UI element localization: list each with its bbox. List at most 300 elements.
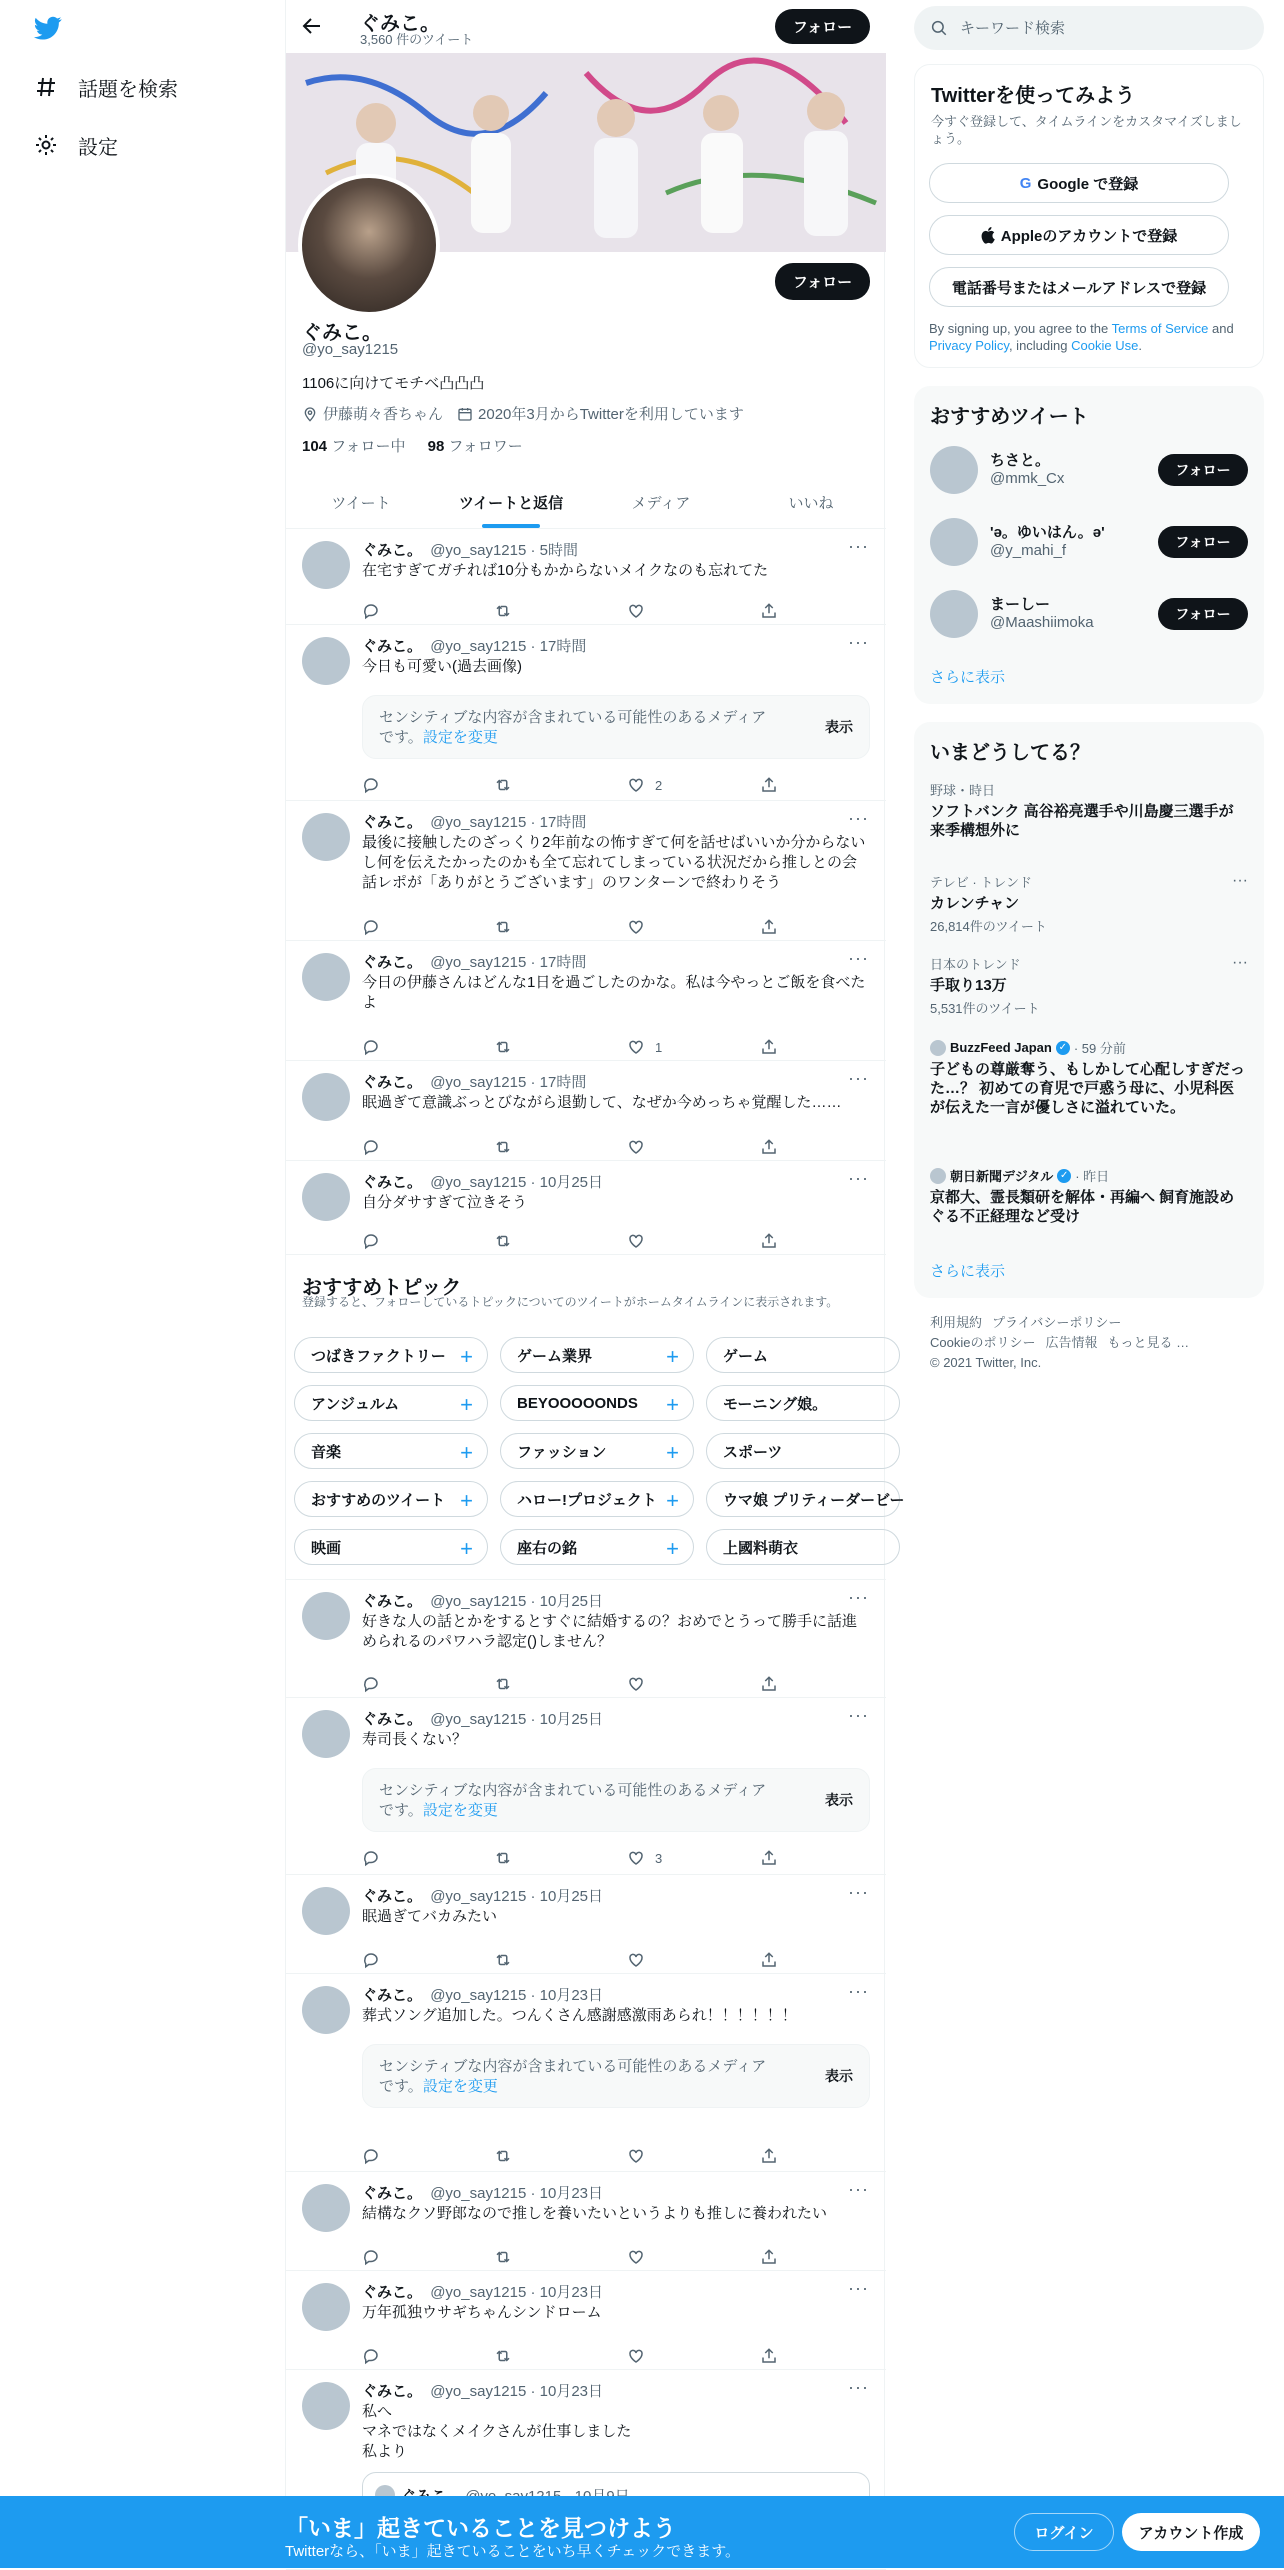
topic-chip[interactable] <box>500 1433 694 1469</box>
tweet-author-name[interactable]: ぐみこ。 <box>362 1888 423 1905</box>
avatar[interactable] <box>930 446 978 494</box>
change-settings-link[interactable]: 設定を変更 <box>422 1802 498 1819</box>
following-label: フォロー中 <box>331 438 406 455</box>
tweet[interactable] <box>286 941 886 1061</box>
share-icon <box>760 1138 778 1156</box>
like-count: 1 <box>655 1039 663 1055</box>
tweet[interactable] <box>286 2271 886 2370</box>
like-button[interactable] <box>627 2346 655 2366</box>
show-media-button[interactable]: 表示 <box>825 2068 853 2084</box>
news-item[interactable] <box>930 1038 1248 1117</box>
tweet-avatar[interactable] <box>302 2283 350 2331</box>
tweet-author-name[interactable]: ぐみこ。 <box>362 1987 423 2004</box>
google-signup-button[interactable] <box>929 163 1229 203</box>
sensitive-media-warning <box>362 1768 870 1832</box>
tweet-text: 今日の伊藤さんはどんな1日を過ごしたのかな。私は今やっとご飯を食べたよ <box>362 974 866 1011</box>
suggested-user[interactable] <box>930 514 1248 570</box>
reply-button[interactable] <box>362 917 380 937</box>
terms-link[interactable]: Terms of Service <box>1111 321 1209 336</box>
trend-title: カレンチャン <box>930 895 1020 912</box>
retweet-button[interactable] <box>494 601 512 621</box>
nav-settings[interactable] <box>34 125 118 165</box>
like-button[interactable] <box>627 1674 655 1694</box>
plus-icon: + <box>460 1536 473 1561</box>
trend-item[interactable] <box>930 872 1248 935</box>
footer-terms[interactable]: 利用規約 <box>930 1315 983 1330</box>
retweet-button[interactable] <box>494 917 512 937</box>
sensitive-media-message: センシティブな内容が含まれている可能性のあるメディアです。 <box>379 1782 767 1819</box>
heart-icon <box>627 1138 645 1156</box>
share-button[interactable] <box>760 2346 778 2366</box>
reply-button[interactable] <box>362 775 380 795</box>
like-button[interactable] <box>627 917 655 937</box>
tweet[interactable] <box>286 1580 886 1698</box>
trend-item[interactable] <box>930 780 1248 843</box>
phone-signup-button[interactable]: 電話番号またはメールアドレスで登録 <box>929 267 1229 307</box>
reply-icon <box>362 1038 380 1056</box>
tweet-text: 自分ダサすぎて泣きそう <box>362 1194 528 1211</box>
more-options-icon[interactable]: ··· <box>848 1168 869 1188</box>
topic-chip[interactable] <box>294 1385 488 1421</box>
tweet-avatar[interactable] <box>302 813 350 861</box>
tweet-actions <box>362 1848 802 1868</box>
calendar-icon <box>457 406 473 422</box>
tweet-text: 眠過ぎてバカみたい <box>362 1908 498 1925</box>
hashtag-icon <box>34 75 58 99</box>
tweet-header <box>362 951 586 972</box>
sensitive-media-text <box>379 1781 779 1821</box>
tweet-avatar[interactable] <box>302 1173 350 1221</box>
footer-ads[interactable]: 広告情報 <box>1045 1335 1098 1350</box>
retweet-icon <box>494 776 512 794</box>
topic-chip-label: 音楽 <box>311 1443 342 1461</box>
topic-chip[interactable] <box>706 1481 905 1517</box>
retweet-icon <box>494 2347 512 2365</box>
signup-button[interactable]: アカウント作成 <box>1122 2513 1260 2551</box>
reply-button[interactable] <box>362 2146 380 2166</box>
retweet-icon <box>494 1849 512 1867</box>
trend-title: 手取り13万 <box>930 977 1007 994</box>
profile-topbar <box>286 0 886 53</box>
reply-button[interactable] <box>362 1037 380 1057</box>
profile-bio: 1106に向けてモチベ凸凸凸 <box>302 375 485 392</box>
retweet-button[interactable] <box>494 1950 512 1970</box>
bottom-signup-bar <box>0 2496 1284 2568</box>
more-options-icon[interactable]: ··· <box>848 1705 869 1725</box>
footer-copyright: © 2021 Twitter, Inc. <box>930 1355 1042 1370</box>
tweet[interactable] <box>286 529 886 625</box>
share-button[interactable] <box>760 1231 778 1251</box>
tweet-author-name[interactable]: ぐみこ。 <box>362 638 423 655</box>
topbar-follow-button[interactable]: フォロー <box>775 9 870 44</box>
share-button[interactable] <box>760 775 778 795</box>
retweet-button[interactable] <box>494 2346 512 2366</box>
topic-chip-label: つばきファクトリー <box>311 1347 446 1365</box>
suggested-user[interactable] <box>930 442 1248 498</box>
tweet-author-name[interactable]: ぐみこ。 <box>362 2383 423 2400</box>
terms-end: . <box>1138 338 1142 353</box>
like-button[interactable] <box>627 601 655 621</box>
follow-button[interactable]: フォロー <box>1158 598 1248 630</box>
tweet[interactable] <box>286 2172 886 2271</box>
plus-icon: + <box>460 1344 473 1369</box>
like-button[interactable] <box>627 1037 662 1057</box>
tweet-avatar[interactable] <box>302 1710 350 1758</box>
topic-chip-label: 座右の銘 <box>517 1539 578 1557</box>
nav-explore-label: 話題を検索 <box>78 78 178 101</box>
plus-icon: + <box>460 1392 473 1417</box>
tweet-header <box>362 2380 603 2401</box>
change-settings-link[interactable]: 設定を変更 <box>422 2078 498 2095</box>
like-button[interactable] <box>627 1848 662 1868</box>
retweet-icon <box>494 1232 512 1250</box>
topic-chip[interactable] <box>294 1481 488 1517</box>
tweet-avatar[interactable] <box>302 1986 350 2034</box>
more-options-icon[interactable]: ··· <box>848 1587 869 1607</box>
tweet[interactable] <box>286 1061 886 1161</box>
topic-chip-label: BEYOOOOONDS <box>517 1394 638 1412</box>
topic-chip[interactable] <box>706 1385 900 1421</box>
terms-including: , including <box>1008 338 1072 353</box>
tweet-header <box>362 2281 603 2302</box>
tweet-header <box>362 811 586 832</box>
trends-card <box>914 722 1264 1298</box>
tweet[interactable] <box>286 1698 886 1875</box>
news-source <box>930 1038 1248 1057</box>
twitter-logo-icon[interactable] <box>32 14 64 42</box>
reply-button[interactable] <box>362 1674 380 1694</box>
tweet-avatar[interactable] <box>302 953 350 1001</box>
suggested-user[interactable] <box>930 586 1248 642</box>
tweet-meta: @yo_say1215 · 10月25日 <box>430 1593 604 1610</box>
profile-follow-button[interactable]: フォロー <box>775 263 870 300</box>
tweet-author-name[interactable]: ぐみこ。 <box>362 814 423 831</box>
heart-icon <box>627 1849 645 1867</box>
plus-icon: + <box>460 1440 473 1465</box>
retweet-button[interactable] <box>494 1848 512 1868</box>
plus-icon: + <box>666 1440 679 1465</box>
more-options-icon[interactable]: ··· <box>848 2377 869 2397</box>
tweet-header <box>362 635 586 656</box>
tweet-header <box>362 1590 603 1611</box>
terms-pre: By signing up, you agree to the <box>929 321 1112 336</box>
reply-button[interactable] <box>362 1137 380 1157</box>
retweet-button[interactable] <box>494 2146 512 2166</box>
topic-chip[interactable] <box>706 1337 900 1373</box>
tweet-meta: @yo_say1215 · 17時間 <box>430 638 587 655</box>
reply-button[interactable] <box>362 1231 380 1251</box>
topic-chip-label: ウマ娘 プリティーダービー <box>723 1491 905 1509</box>
google-signup-label: Google で登録 <box>1037 175 1139 193</box>
tab-media[interactable]: メディア <box>631 494 691 512</box>
avatar[interactable] <box>930 518 978 566</box>
reply-icon <box>362 776 380 794</box>
tweet-text: 今日も可愛い(過去画像) <box>362 658 522 675</box>
more-options-icon[interactable]: ··· <box>848 948 869 968</box>
follow-button[interactable]: フォロー <box>1158 526 1248 558</box>
share-button[interactable] <box>760 601 778 621</box>
tweet-meta: @yo_say1215 · 10月25日 <box>430 1888 604 1905</box>
tab-tweets[interactable]: ツイート <box>331 494 391 512</box>
gear-icon <box>34 133 58 157</box>
profile-tabs <box>286 476 886 529</box>
avatar[interactable] <box>930 590 978 638</box>
who-to-follow-more[interactable]: さらに表示 <box>930 669 1006 686</box>
like-button[interactable] <box>627 2247 655 2267</box>
sensitive-media-text <box>379 2057 779 2097</box>
tab-likes[interactable]: いいね <box>788 494 834 512</box>
tweet-author-name[interactable]: ぐみこ。 <box>362 1593 423 1610</box>
who-to-follow-card <box>914 386 1264 704</box>
signup-title: Twitterを使ってみよう <box>931 85 1136 107</box>
tweet-meta: @yo_say1215 · 10月23日 <box>430 2284 604 2301</box>
search-input[interactable] <box>960 16 1240 40</box>
topic-chip-label: スポーツ <box>723 1443 783 1461</box>
suggested-user-handle: @mmk_Cx <box>990 470 1065 487</box>
reply-button[interactable] <box>362 2346 380 2366</box>
retweet-button[interactable] <box>494 1037 512 1057</box>
profile-stats <box>302 435 523 456</box>
heart-icon <box>627 1675 645 1693</box>
share-icon <box>760 1675 778 1693</box>
tweet-author-name[interactable]: ぐみこ。 <box>362 1711 423 1728</box>
profile-meta <box>302 403 744 424</box>
tweet[interactable] <box>286 1875 886 1974</box>
tweet[interactable] <box>286 1974 886 2172</box>
more-options-icon[interactable]: ··· <box>848 808 869 828</box>
followers-count: 98 <box>427 438 445 455</box>
retweet-button[interactable] <box>494 1231 512 1251</box>
profile-avatar[interactable] <box>298 174 440 316</box>
tweet-avatar[interactable] <box>302 1887 350 1935</box>
reply-icon <box>362 2248 380 2266</box>
share-button[interactable] <box>760 1137 778 1157</box>
news-title: 京都大、霊長類研を解体・再編へ 飼育施設めぐる不正経理など受け <box>930 1189 1235 1225</box>
more-options-icon[interactable]: ··· <box>848 1882 869 1902</box>
like-button[interactable] <box>627 1950 655 1970</box>
share-button[interactable] <box>760 1950 778 1970</box>
retweet-icon <box>494 918 512 936</box>
share-icon <box>760 2147 778 2165</box>
main-column <box>285 0 905 2568</box>
topic-chip[interactable] <box>294 1529 488 1565</box>
more-options-icon[interactable]: ··· <box>848 1981 869 2001</box>
share-icon <box>760 1951 778 1969</box>
reply-button[interactable] <box>362 2247 380 2267</box>
retweet-button[interactable] <box>494 1137 512 1157</box>
following-link[interactable] <box>302 438 405 455</box>
tab-tweets-replies[interactable]: ツイートと返信 <box>436 476 586 528</box>
reply-icon <box>362 2147 380 2165</box>
retweet-button[interactable] <box>494 775 512 795</box>
more-options-icon[interactable]: ··· <box>848 2278 869 2298</box>
heart-icon <box>627 1038 645 1056</box>
tweet-actions <box>362 601 802 621</box>
reply-icon <box>362 1675 380 1693</box>
tweet-meta: @yo_say1215 · 10月25日 <box>430 1174 604 1191</box>
news-title: 子どもの尊厳奪う、もしかして心配しすぎだった…？ 初めての育児で戸惑う母に、小児科医が伝えた一言が優しさに溢れていた。 <box>930 1061 1246 1116</box>
google-icon: G <box>1019 174 1032 192</box>
privacy-link[interactable]: Privacy Policy <box>929 338 1009 353</box>
plus-icon: + <box>460 1488 473 1513</box>
reply-icon <box>362 1849 380 1867</box>
login-button[interactable]: ログイン <box>1014 2513 1114 2551</box>
share-button[interactable] <box>760 1674 778 1694</box>
topbar-name: ぐみこ。 <box>360 13 440 35</box>
plus-icon: + <box>666 1392 679 1417</box>
share-button[interactable] <box>760 2247 778 2267</box>
tweet-meta: @yo_say1215 · 10月23日 <box>430 2383 604 2400</box>
tweet-header <box>362 539 578 560</box>
tweet-meta: @yo_say1215 · 10月25日 <box>430 1711 604 1728</box>
nav-explore[interactable] <box>34 67 178 107</box>
plus-icon: + <box>666 1536 679 1561</box>
tweet-author-name[interactable]: ぐみこ。 <box>362 542 423 559</box>
share-icon <box>760 602 778 620</box>
retweet-button[interactable] <box>494 1674 512 1694</box>
following-count: 104 <box>302 438 328 455</box>
retweet-button[interactable] <box>494 2247 512 2267</box>
topic-chip-label: モーニング娘。 <box>723 1395 828 1413</box>
verified-icon: ✓ <box>1057 1169 1071 1183</box>
like-button[interactable] <box>627 1231 655 1251</box>
share-icon <box>760 1038 778 1056</box>
news-source <box>930 1166 1248 1185</box>
reply-button[interactable] <box>362 1848 380 1868</box>
tweet-author-name[interactable]: ぐみこ。 <box>362 954 423 971</box>
topic-chip[interactable] <box>294 1337 488 1373</box>
more-options-icon[interactable]: ··· <box>848 1068 869 1088</box>
topic-chip-label: アンジュルム <box>311 1395 400 1413</box>
suggested-user-handle: @y_mahi_f <box>990 542 1067 559</box>
footer-privacy[interactable]: プライバシーポリシー <box>992 1315 1122 1330</box>
profile-joined: 2020年3月からTwitterを利用しています <box>478 406 744 423</box>
like-button[interactable] <box>627 2146 655 2166</box>
heart-icon <box>627 776 645 794</box>
more-options-icon[interactable]: ··· <box>848 2179 869 2199</box>
apple-signup-button[interactable] <box>929 215 1229 255</box>
like-button[interactable] <box>627 775 662 795</box>
reply-button[interactable] <box>362 601 380 621</box>
heart-icon <box>627 2248 645 2266</box>
tweet-text: 万年孤独ウサギちゃんシンドローム <box>362 2304 602 2321</box>
change-settings-link[interactable]: 設定を変更 <box>422 729 498 746</box>
retweet-icon <box>494 602 512 620</box>
tweet-avatar[interactable] <box>302 637 350 685</box>
trend-title: ソフトバンク 高谷裕亮選手や川島慶三選手が来季構想外に <box>930 803 1234 839</box>
verified-icon: ✓ <box>1056 1041 1070 1055</box>
share-button[interactable] <box>760 1037 778 1057</box>
like-count: 2 <box>655 777 663 793</box>
back-arrow-icon[interactable] <box>300 14 324 38</box>
reply-button[interactable] <box>362 1950 380 1970</box>
retweet-icon <box>494 1951 512 1969</box>
tweet[interactable] <box>286 801 886 941</box>
share-icon <box>760 2248 778 2266</box>
tweet-author-name[interactable]: ぐみこ。 <box>362 1074 423 1091</box>
signup-subtitle: 今すぐ登録して、タイムラインをカスタマイズしましょう。 <box>931 114 1242 146</box>
tweet-author-name[interactable]: ぐみこ。 <box>362 1174 423 1191</box>
share-button[interactable] <box>760 2146 778 2166</box>
topic-chip[interactable] <box>706 1433 900 1469</box>
topic-chip-label: ゲーム業界 <box>517 1347 593 1365</box>
trend-count: 5,531件のツイート <box>930 1001 1040 1016</box>
trends-title: いまどうしてる？ <box>930 742 1090 764</box>
topic-chip[interactable] <box>294 1433 488 1469</box>
tweet-author-name[interactable]: ぐみこ。 <box>362 2185 423 2202</box>
reply-icon <box>362 1232 380 1250</box>
tweet-author-name[interactable]: ぐみこ。 <box>362 2284 423 2301</box>
tweet-actions <box>362 1674 802 1694</box>
tweet-avatar[interactable] <box>302 1073 350 1121</box>
topic-chip-label: ハロー!プロジェクト <box>517 1491 657 1509</box>
show-media-button[interactable]: 表示 <box>825 719 853 735</box>
tweet[interactable] <box>286 1161 886 1255</box>
topic-chip[interactable] <box>706 1529 900 1565</box>
more-options-icon[interactable]: ··· <box>1232 954 1248 971</box>
topic-chip[interactable] <box>500 1337 694 1373</box>
share-icon <box>760 1232 778 1250</box>
more-options-icon[interactable]: ··· <box>848 632 869 652</box>
show-media-button[interactable]: 表示 <box>825 1792 853 1808</box>
apple-icon <box>981 227 995 243</box>
tweet-actions <box>362 1950 802 1970</box>
heart-icon <box>627 1232 645 1250</box>
trends-more[interactable]: さらに表示 <box>930 1263 1006 1280</box>
news-source-avatar <box>930 1040 946 1056</box>
right-sidebar <box>914 0 1264 2568</box>
share-icon <box>760 1849 778 1867</box>
footer-more[interactable]: もっと見る … <box>1107 1335 1190 1350</box>
footer-cookie[interactable]: Cookieのポリシー <box>930 1335 1036 1350</box>
tweet-avatar[interactable] <box>302 2382 350 2430</box>
follow-button[interactable]: フォロー <box>1158 454 1248 486</box>
tweet-avatar[interactable] <box>302 1592 350 1640</box>
tweet-header <box>362 1171 603 1192</box>
share-button[interactable] <box>760 1848 778 1868</box>
news-item[interactable] <box>930 1166 1248 1226</box>
news-source-name: 朝日新聞デジタル <box>950 1169 1054 1184</box>
more-options-icon[interactable]: ··· <box>1232 872 1248 889</box>
tweet-meta: @yo_say1215 · 17時間 <box>430 954 587 971</box>
search-box[interactable] <box>914 6 1264 50</box>
nav-settings-label: 設定 <box>78 136 118 159</box>
tweet-avatar[interactable] <box>302 2184 350 2232</box>
tweet-header <box>362 1885 603 1906</box>
tweet-avatar[interactable] <box>302 541 350 589</box>
tweet-text: 好きな人の話とかをするとすぐに結婚するの？おめでとうって勝手に話進められるのパワハラ認定()しません？ <box>362 1613 858 1650</box>
topic-chip[interactable] <box>500 1481 694 1517</box>
share-icon <box>760 2347 778 2365</box>
share-button[interactable] <box>760 917 778 937</box>
tweet[interactable] <box>286 625 886 801</box>
followers-link[interactable] <box>428 438 523 455</box>
cookie-link[interactable]: Cookie Use <box>1071 338 1139 353</box>
topic-chip[interactable] <box>500 1385 694 1421</box>
topic-chip-label: 上國料萌衣 <box>723 1539 799 1557</box>
topic-chip[interactable] <box>500 1529 694 1565</box>
profile-name: ぐみこ。 <box>302 322 382 344</box>
tweet-text: 眠過ぎて意識ぶっとびながら退勤して、なぜか今めっちゃ覚醒した…… <box>362 1094 842 1111</box>
tweet-header <box>362 1708 603 1729</box>
more-options-icon[interactable]: ··· <box>848 536 869 556</box>
like-button[interactable] <box>627 1137 655 1157</box>
topic-chip-label: ゲーム <box>723 1347 769 1365</box>
topics-title: おすすめトピック <box>302 1277 462 1299</box>
trend-category: テレビ · トレンド <box>930 875 1032 890</box>
reply-icon <box>362 1138 380 1156</box>
trend-item[interactable] <box>930 954 1248 1017</box>
